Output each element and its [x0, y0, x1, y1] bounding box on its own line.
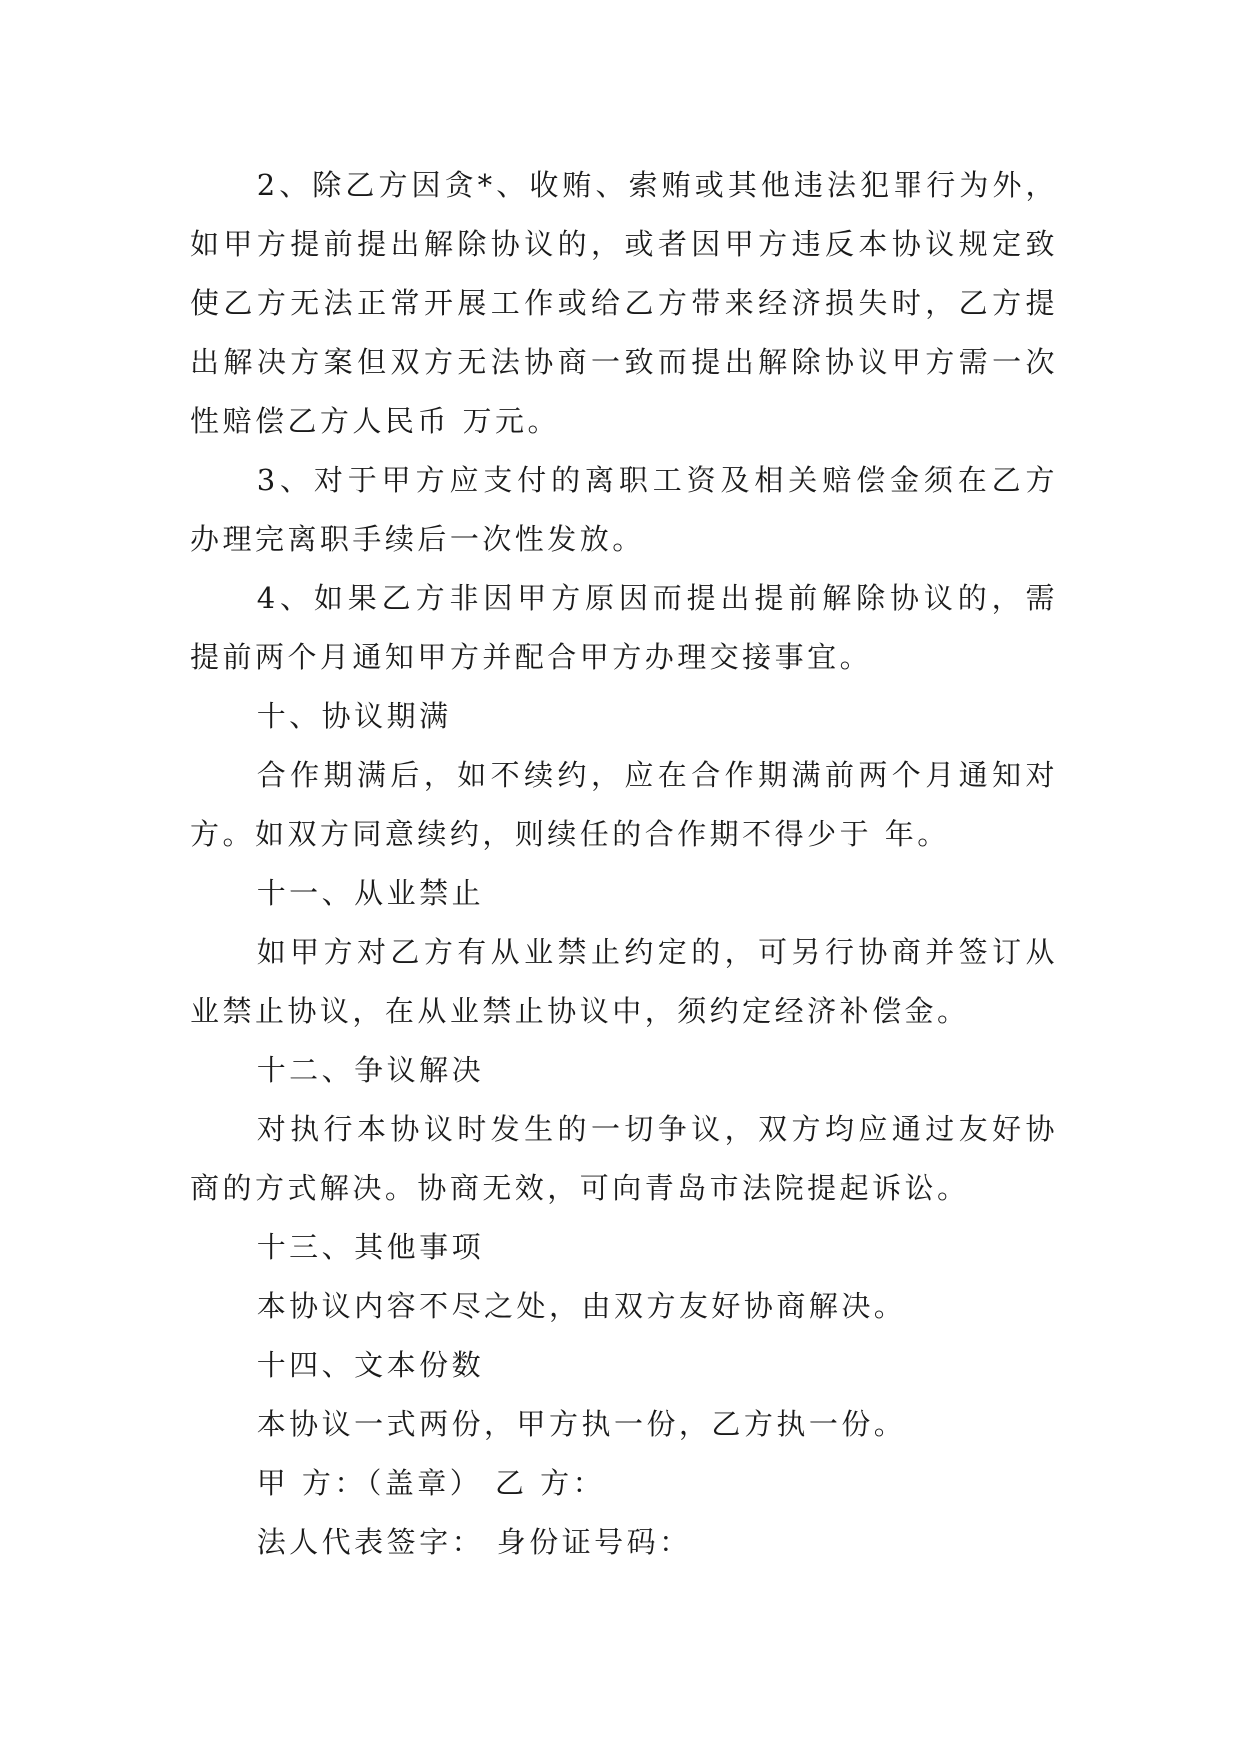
agreement-expiry-text: 合作期满后，如不续约，应在合作期满前两个月通知对方。如双方同意续约，则续任的合作期不得少于 年。 [190, 758, 1058, 851]
document-body [190, 156, 1058, 1572]
signature-id-line: 法人代表签字： 身份证号码： [256, 1525, 692, 1559]
signature-parties-line: 甲 方：（盖章） 乙 方： [256, 1466, 606, 1500]
non-compete-text: 如甲方对乙方有从业禁止约定的，可另行协商并签订从业禁止协议，在从业禁止协议中，须约定经济补偿金。 [190, 935, 1058, 1028]
other-matters-text: 本协议内容不尽之处，由双方友好协商解决。 [256, 1289, 907, 1323]
copies-text: 本协议一式两份，甲方执一份，乙方执一份。 [256, 1407, 907, 1441]
section-heading-dispute-resolution: 十二、争议解决 [256, 1053, 485, 1087]
clause-2-compensation: 2、除乙方因贪*、收贿、索贿或其他违法犯罪行为外，如甲方提前提出解除协议的，或者因甲方违反本协议规定致使乙方无法正常开展工作或给乙方带来经济损失时，乙方提出解决方案但双方无法协商一致而提出解除协议甲方需一次性赔偿乙方人民币 万元。 [190, 168, 1058, 438]
clause-4-early-termination-notice: 4、如果乙方非因甲方原因而提出提前解除协议的，需提前两个月通知甲方并配合甲方办理交接事宜。 [190, 581, 1058, 674]
section-heading-copies: 十四、文本份数 [256, 1348, 485, 1382]
section-heading-agreement-expiry: 十、协议期满 [256, 699, 452, 733]
section-heading-non-compete: 十一、从业禁止 [256, 876, 485, 910]
clause-3-severance-payment: 3、对于甲方应支付的离职工资及相关赔偿金须在乙方办理完离职手续后一次性发放。 [190, 463, 1058, 556]
section-heading-other-matters: 十三、其他事项 [256, 1230, 485, 1264]
dispute-resolution-text: 对执行本协议时发生的一切争议，双方均应通过友好协商的方式解决。协商无效，可向青岛市法院提起诉讼。 [190, 1112, 1058, 1205]
